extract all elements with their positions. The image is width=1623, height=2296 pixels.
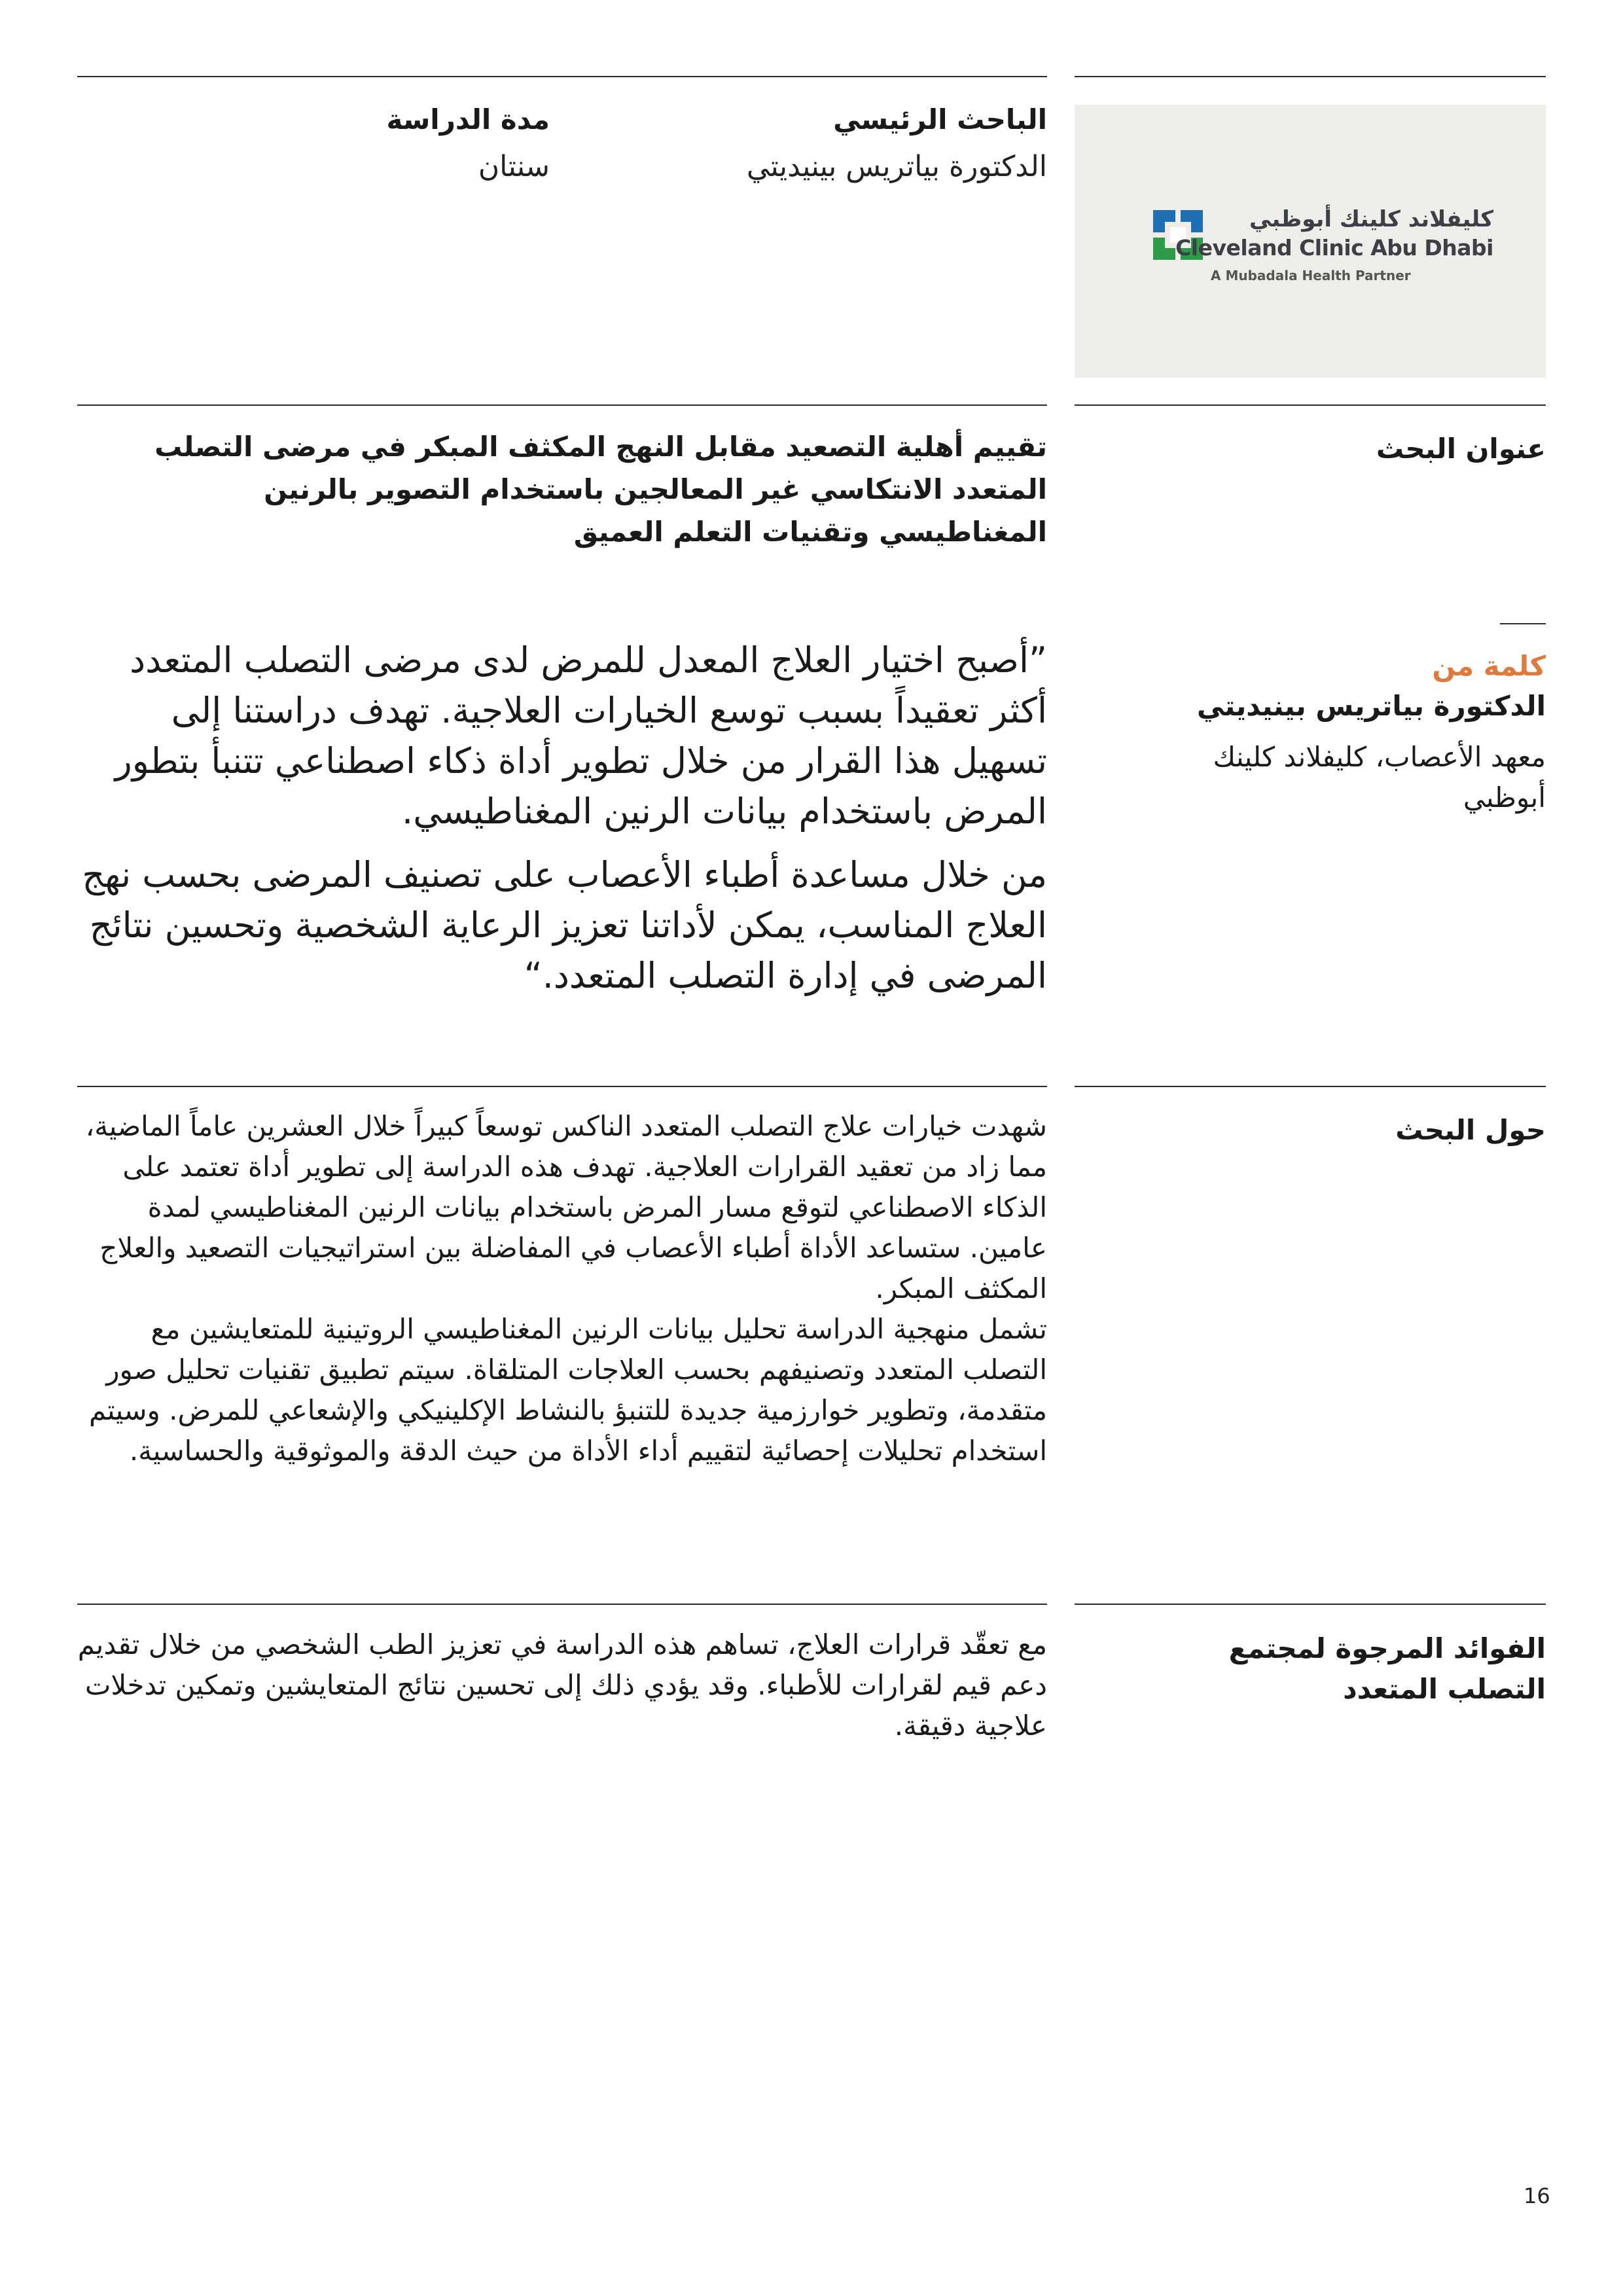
about-paragraph: شهدت خيارات علاج التصلب المتعدد الناكس توسعاً كبيراً خلال العشرين عاماً الماضية، مما زاد من تعقيد القرارات العلاجية. تهدف هذه الدراسة إلى تطوير أداة تعتمد على الذكاء الاصطناعي لتوقع مسار المرض باستخدام بيانات الرنين المغناطيسي لمدة عامين. ستساعد الأداة أطباء الأعصاب في المفاضلة بين استراتيجيات التصعيد والعلاج المكثف المبكر. <box>85 1110 1047 1304</box>
top-rule-left <box>77 76 1047 77</box>
quote-paragraph: من خلال مساعدة أطباء الأعصاب على تصنيف المرضى بحسب نهج العلاج المناسب، يمكن لأداتنا تعزيز الرعاية الشخصية وتحسين نتائج المرضى في إدارة التصلب المتعدد.“ <box>82 854 1047 996</box>
quote-from-label: كلمة من <box>1432 650 1546 682</box>
page-number: 16 <box>1524 2183 1550 2208</box>
quote-paragraph: ”أصبح اختيار العلاج المعدل للمرض لدى مرضى التصلب المتعدد أكثر تعقيداً بسبب توسع الخيارات العلاجية. تهدف دراستنا إلى تسهيل هذا القرار من خلال تطوير أداة ذكاء اصطناعي تتنبأ بتطور المرض باستخدام بيانات الرنين المغناطيسي. <box>115 639 1047 832</box>
quote-text <box>77 635 1047 1014</box>
top-rule-right <box>1075 76 1546 77</box>
logo-box <box>1075 105 1546 378</box>
research-title-label: عنوان البحث <box>1376 433 1546 465</box>
benefits-rule-right <box>1075 1604 1546 1605</box>
benefits-label: الفوائد المرجوة لمجتمع التصلب المتعدد <box>1228 1632 1546 1705</box>
title-rule-left <box>77 404 1047 406</box>
duration-label: مدة الدراسة <box>386 103 550 135</box>
logo-tagline: A Mubadala Health Partner <box>1211 268 1411 283</box>
logo-arabic-text: كليفلاند كلينك أبوظبي <box>1249 206 1493 232</box>
about-rule-right <box>1075 1086 1546 1087</box>
logo-english-text: Cleveland Clinic Abu Dhabi <box>1175 235 1493 260</box>
research-title: تقييم أهلية التصعيد مقابل النهج المكثف المبكر في مرضى التصلب المتعدد الانتكاسي غير المعالجين باستخدام التصوير بالرنين المغناطيسي وتقنيات التعلم العميق <box>154 431 1047 548</box>
cleveland-clinic-logo <box>1153 206 1493 285</box>
duration-value: سنتان <box>478 150 550 183</box>
about-text <box>77 1106 1047 1471</box>
benefits-text: مع تعقّد قرارات العلاج، تساهم هذه الدراسة في تعزيز الطب الشخصي من خلال تقديم دعم قيم لقرارات للأطباء. وقد يؤدي ذلك إلى تحسين نتائج المتعايشين وتمكين تدخلات علاجية دقيقة. <box>77 1628 1047 1742</box>
quote-affiliation: معهد الأعصاب، كليفلاند كلينك أبوظبي <box>1213 741 1546 814</box>
quote-short-rule <box>1500 623 1546 624</box>
quote-author: الدكتورة بياتريس بينيديتي <box>1196 690 1546 722</box>
benefits-rule-left <box>77 1604 1047 1605</box>
about-label: حول البحث <box>1395 1114 1546 1146</box>
about-rule-left <box>77 1086 1047 1087</box>
pi-name: الدكتورة بياتريس بينيديتي <box>746 150 1047 183</box>
duration-block <box>288 103 550 183</box>
title-rule-right <box>1075 404 1546 406</box>
pi-block <box>654 103 1047 183</box>
about-paragraph: تشمل منهجية الدراسة تحليل بيانات الرنين المغناطيسي الروتينية للمتعايشين مع التصلب المتعدد وتصنيفهم بحسب العلاجات المتلقاة. سيتم تطبيق تقنيات تحليل صور متقدمة، وتطوير خوارزمية جديدة للتنبؤ بالنشاط الإكلينيكي والإشعاعي للمرض. وسيتم استخدام تحليلات إحصائية لتقييم أداء الأداة من حيث الدقة والموثوقية والحساسية. <box>88 1313 1047 1467</box>
pi-label: الباحث الرئيسي <box>833 103 1047 135</box>
quote-attribution <box>1152 647 1546 818</box>
